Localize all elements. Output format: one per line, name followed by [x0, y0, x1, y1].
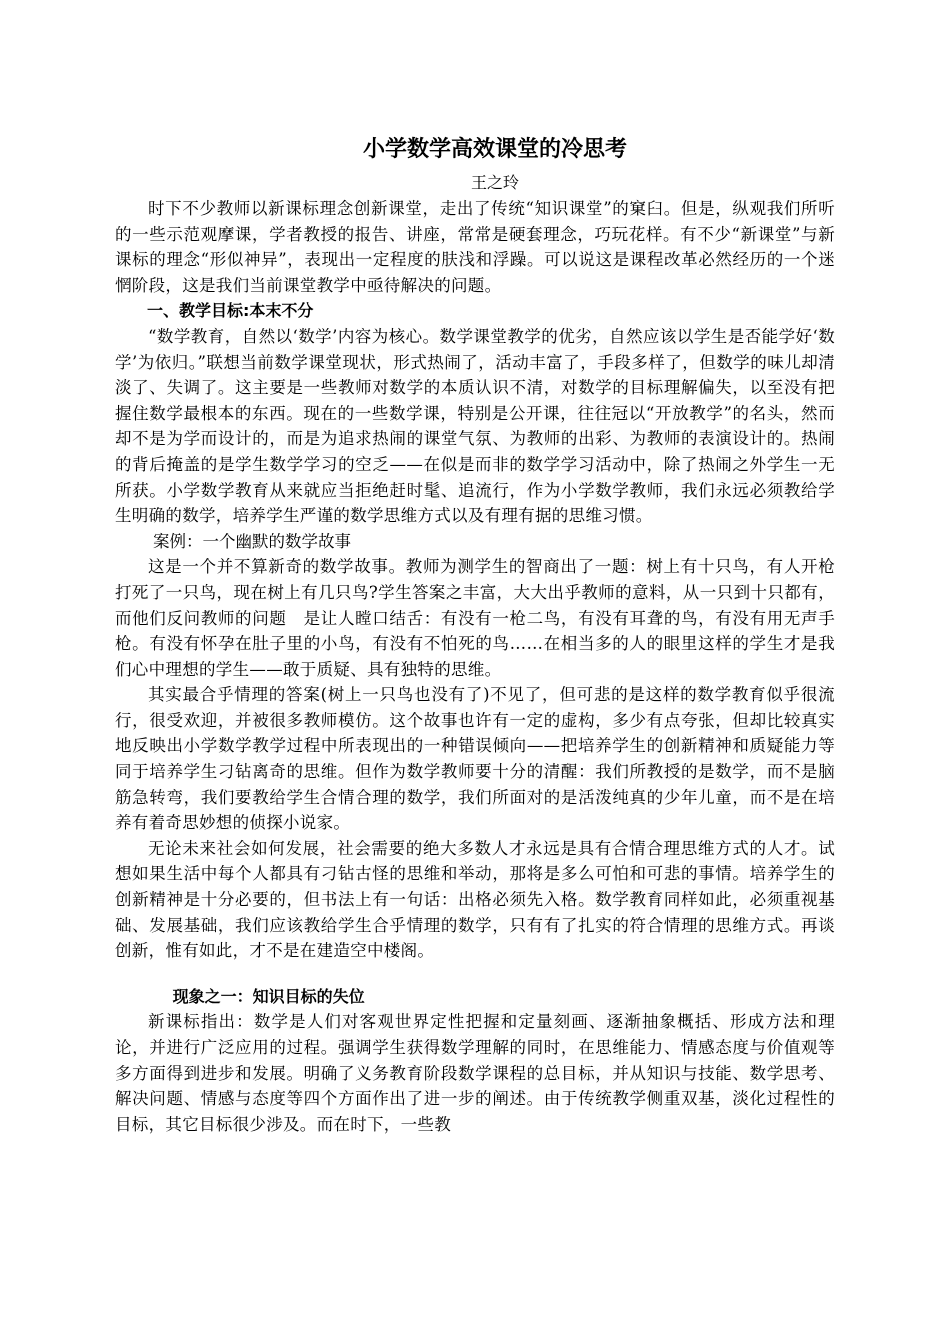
- section2-paragraph: 新课标指出：数学是人们对客观世界定性把握和定量刻画、逐渐抽象概括、形成方法和理论，并进行广泛应用的过程。强调学生获得数学理解的同时，在思维能力、情感态度与价值观等多方面得到进步和发展。明确了义务教育阶段数学课程的总目标，并从知识与技能、数学思考、解决问题、情感与态度等四个方面作出了进一步的阐述。由于传统教学侧重双基，淡化过程性的目标，其它目标很少涉及。而在时下，一些教: [115, 1012, 835, 1134]
- case-paragraph-2: 其实最合乎情理的答案(树上一只鸟也没有了)不见了，但可悲的是这样的数学教育似乎很流行，很受欢迎，并被很多教师模仿。这个故事也许有一定的虚构，多少有点夸张，但却比较真实地反映出小学数学教学过程中所表现出的一种错误倾向——把培养学生的创新精神和质疑能力等同于培养学生刁钻离奇的思维。但作为数学教师要十分的清醒：我们所教授的是数学，而不是脑筋急转弯，我们要教给学生合情合理的数学，我们所面对的是活泼纯真的少年儿童，而不是在培养有着奇思妙想的侦探小说家。: [115, 685, 835, 833]
- case-paragraph-3: 无论未来社会如何发展，社会需要的绝大多数人才永远是具有合情合理思维方式的人才。试想如果生活中每个人都具有刁钻古怪的思维和举动，那将是多么可怕和可悲的事情。培养学生的创新精神是十分必要的，但书法上有一句话：出格必须先入格。数学教育同样如此，必须重视基础、发展基础，我们应该教给学生合乎情理的数学，只有有了扎实的符合情理的思维方式。再谈创新，惟有如此，才不是在建造空中楼阁。: [115, 838, 835, 961]
- intro-paragraph: 时下不少教师以新课标理念创新课堂，走出了传统“知识课堂”的窠臼。但是，纵观我们所听的一些示范观摩课，学者教授的报告、讲座，常常是硬套理念，巧玩花样。有不少“新课堂”与新课标的理念“形似神异”，表现出一定程度的肤浅和浮躁。可以说这是课程改革必然经历的一个迷惘阶段，这是我们当前课堂教学中亟待解决的问题。: [115, 199, 835, 295]
- document-page: [115, 132, 835, 1137]
- author-name: 王之玲: [470, 173, 519, 192]
- section1-paragraph: “数学教育，自然以‘数学’内容为核心。数学课堂教学的优劣，自然应该以学生是否能学好‘数学’为依归。”联想当前数学课堂现状，形式热闹了，活动丰富了，手段多样了，但数学的味儿却清淡了、失调了。这主要是一些教师对数学的本质认识不清，对数学的目标理解偏失，以至没有把握住数学最根本的东西。现在的一些数学课，特别是公开课，往往冠以“开放教学”的名头，然而却不是为学而设计的，而是为追求热闹的课堂气氛、为教师的出彩、为教师的表演设计的。热闹的背后掩盖的是学生数学学习的空乏——在似是而非的数学学习活动中，除了热闹之外学生一无所获。小学数学教育从来就应当拒绝赶时髦、追流行，作为小学数学教师，我们永远必须教给学生明确的数学，培养学生严谨的数学思维方式以及有理有据的思维习惯。: [115, 326, 835, 526]
- case-title: 案例：一个幽默的数学故事: [152, 531, 351, 551]
- section2-heading: 现象之一：知识目标的失位: [172, 986, 365, 1006]
- case-paragraph-1: 这是一个并不算新奇的数学故事。教师为测学生的智商出了一题：树上有十只鸟，有人开枪打死了一只鸟，现在树上有几只鸟?学生答案之丰富，大大出乎教师的意料，从一只到十只都有，而他们反问教师的问题 是让人瞠口结舌：有没有一枪二鸟，有没有耳聋的鸟，有没有用无声手枪。有没有怀孕在肚子里的小鸟，有没有不怕死的鸟……在相当多的人的眼里这样的学生才是我们心中理想的学生——敢于质疑、具有独特的思维。: [115, 557, 835, 679]
- document-title: 小学数学高效课堂的冷思考: [362, 137, 627, 162]
- section1-heading: 一、教学目标:本末不分: [147, 301, 314, 321]
